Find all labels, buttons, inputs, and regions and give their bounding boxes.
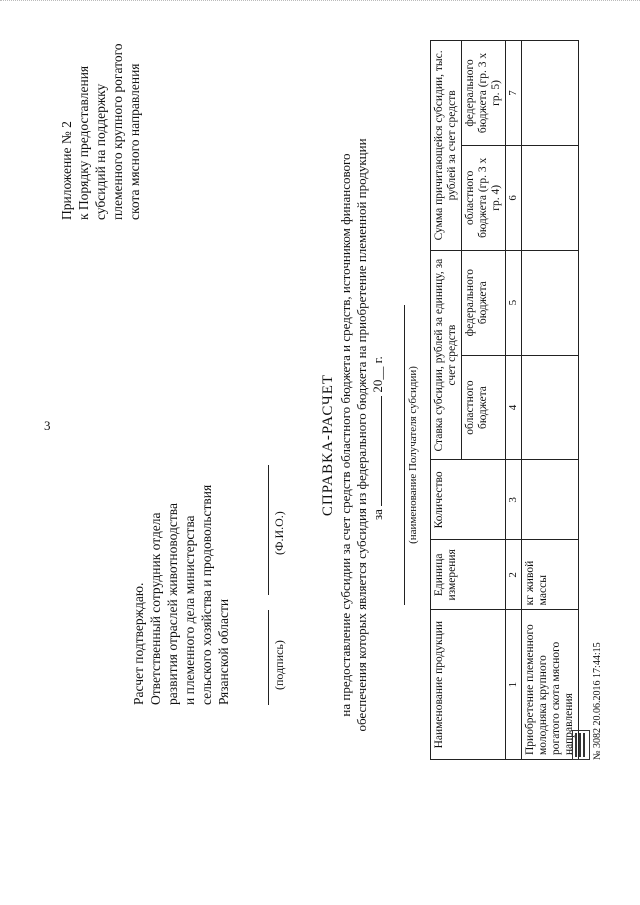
row-amount-federal-cell: [522, 41, 579, 146]
row-quantity-cell: [522, 460, 579, 540]
annex-line: скота мясного направления: [127, 63, 142, 220]
document-footer: № 3082 20.06.2016 17:44:15: [592, 642, 603, 760]
column-number: 3: [506, 460, 522, 540]
subheader-amount-regional: областного бюджета (гр. 3 х гр. 4): [462, 145, 506, 250]
recipient-caption: (наименование Получателя субсидии): [407, 366, 419, 544]
approval-block: [130, 415, 232, 705]
header-amount: Сумма причитающейся субсидии, тыс. рублей за счет средств: [431, 41, 462, 251]
header-rate: Ставка субсидии, рублей за единицу, за счет средств: [431, 250, 462, 460]
row-rate-federal-cell: [522, 250, 579, 355]
subtitle-line: обеспечения которых является субсидия из федерального бюджета на приобретение племенной продукции: [354, 138, 369, 732]
document-subtitle: [338, 110, 370, 760]
column-number: 4: [506, 355, 522, 460]
approval-line: сельского хозяйства и продовольствия: [199, 484, 214, 705]
row-unit: кг живой массы: [522, 540, 579, 610]
approval-line: Ответственный сотрудник отдела: [148, 512, 163, 705]
table-row: [522, 41, 579, 760]
annex-line: племенного крупного рогатого: [110, 43, 125, 220]
signature-line: [268, 610, 269, 705]
header-unit: Единица измерения: [431, 540, 506, 610]
annex-line: Приложение № 2: [59, 121, 74, 220]
column-number: 6: [506, 145, 522, 250]
approval-line: Рязанской области: [216, 598, 231, 705]
annex-line: субсидий на поддержку: [93, 83, 108, 220]
column-number: 5: [506, 250, 522, 355]
page-number: 3: [44, 418, 51, 433]
period-blank: [371, 396, 382, 506]
annex-block: [58, 10, 143, 220]
approval-line: развития отраслей животноводства: [165, 503, 180, 705]
period-year-prefix: 20: [370, 379, 385, 393]
header-quantity: Количество: [431, 460, 506, 540]
column-number: 1: [506, 610, 522, 760]
row-rate-regional-cell: [522, 355, 579, 460]
period-line: за 20__ г.: [370, 356, 385, 520]
subtitle-line: на предоставление субсидии за счет средств областного бюджета и средств, источником финансового: [338, 153, 353, 717]
document-title: СПРАВКА-РАСЧЕТ: [320, 373, 336, 517]
name-line: [268, 465, 269, 595]
recipient-line: [404, 305, 405, 605]
header-product: Наименование продукции: [431, 610, 506, 760]
subheader-rate-federal: федерального бюджета: [462, 250, 506, 355]
annex-line: к Порядку предоставления: [76, 65, 91, 220]
name-caption: (Ф.И.О.): [272, 511, 286, 555]
table-number-row: [506, 41, 522, 760]
registration-stamp-icon: [572, 730, 590, 760]
period-prefix: за: [370, 509, 385, 520]
row-amount-regional-cell: [522, 145, 579, 250]
approval-line: Расчет подтверждаю.: [131, 582, 146, 705]
table-header-row: [431, 41, 462, 760]
period-year-suffix: г.: [370, 356, 385, 364]
row-product: Приобретение племенного молодняка крупного рогатого скота мясного направления: [522, 610, 579, 760]
approval-line: и племенного дела министерства: [182, 515, 197, 705]
subsidy-table: [430, 40, 579, 760]
subheader-rate-regional: областного бюджета: [462, 355, 506, 460]
rotated-sheet: [10, 10, 630, 880]
column-number: 2: [506, 540, 522, 610]
column-number: 7: [506, 41, 522, 146]
signature-caption: (подпись): [272, 640, 286, 690]
subheader-amount-federal: федерального бюджета (гр. 3 х гр. 5): [462, 41, 506, 146]
